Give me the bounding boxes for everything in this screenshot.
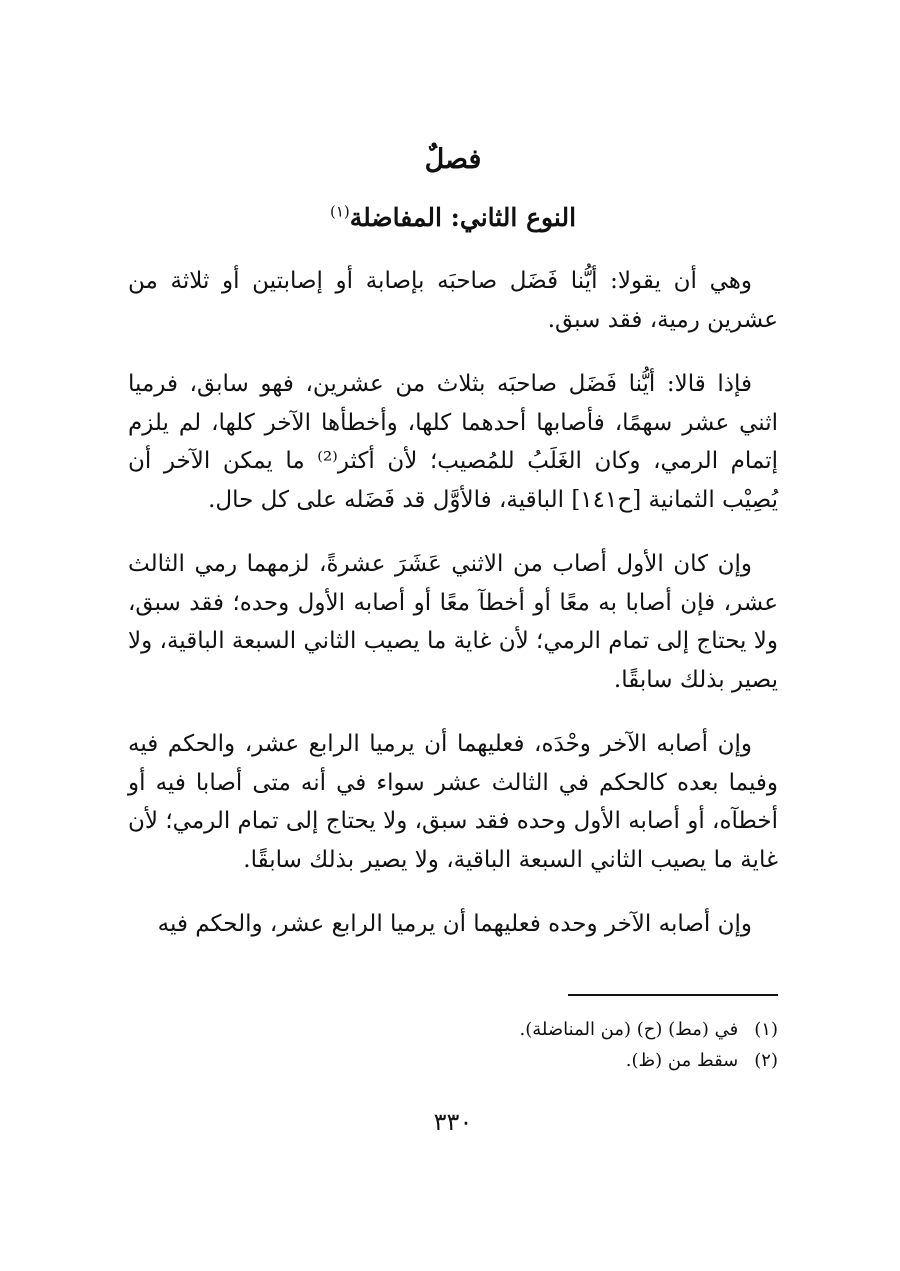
footnote-separator: [568, 994, 778, 996]
footnote-2: [128, 1045, 778, 1076]
page-number: ٣٣٠: [433, 1108, 473, 1136]
paragraph-1: وهي أن يقولا: أيُّنا فَضَل صاحبَه بإصابة أو إصابتين أو ثلاثة من عشرين رمية، فقد سبق.: [128, 268, 778, 333]
paragraph-4: وإن أصابه الآخر وحْدَه، فعليهما أن يرميا الرابع عشر، والحكم فيه وفيما بعده كالحكم في الثالث عشر سواء في أنه متى أصابا فيه أو أخطآه، أو أصابه الأول وحده فقد سبق، ولا يحتاج إلى تمام الرمي؛ لأن غاية ما يصيب الثاني السبعة الباقية، ولا يصير بذلك سابقًا.: [128, 731, 778, 873]
paragraph-3: وإن كان الأول أصاب من الاثني عَشَرَ عشرةً، لزمهما رمي الثالث عشر، فإن أصابا به معًا أو أخطآ معًا أو أصابه الأول وحده؛ فقد سبق، ولا يحتاج إلى تمام الرمي؛ لأن غاية ما يصيب الثاني السبعة الباقية، ولا يصير بذلك سابقًا.: [128, 551, 778, 693]
section-title: فصلٌ: [424, 144, 482, 175]
footnotes: [128, 1014, 778, 1076]
section-subtitle: [128, 198, 778, 238]
footnote-number: (٢): [754, 1050, 778, 1071]
book-page: [128, 0, 778, 1271]
footnote-number: (١): [754, 1019, 778, 1040]
footnote-ref-1[interactable]: (١): [329, 202, 350, 221]
paragraph-5: وإن أصابه الآخر وحده فعليهما أن يرميا الرابع عشر، والحكم فيه: [157, 911, 752, 937]
footnote-text: سقط من (ظ).: [625, 1050, 739, 1071]
footnote-1: [128, 1014, 778, 1045]
paragraph-2: فإذا قالا: أيُّنا فَضَل صاحبَه بثلاث من عشرين، فهو سابق، فرميا اثني عشر سهمًا، فأصابها أحدهما كلها، وأخطأها الآخر كلها، لم يلزم إتمام الرمي، وكان الغَلَبُ للمُصيب؛ لأن أكثر⁽²⁾ ما يمكن الآخر أن يُصِيْب الثمانية [ح١٤١] الباقية، فالأوَّل قد فَضَله على كل حال.: [128, 371, 779, 513]
body-text: [128, 262, 778, 970]
section-subtitle-text: النوع الثاني: المفاضلة: [349, 203, 577, 232]
footnote-text: في (مط) (ح) (من المناضلة).: [519, 1019, 739, 1040]
